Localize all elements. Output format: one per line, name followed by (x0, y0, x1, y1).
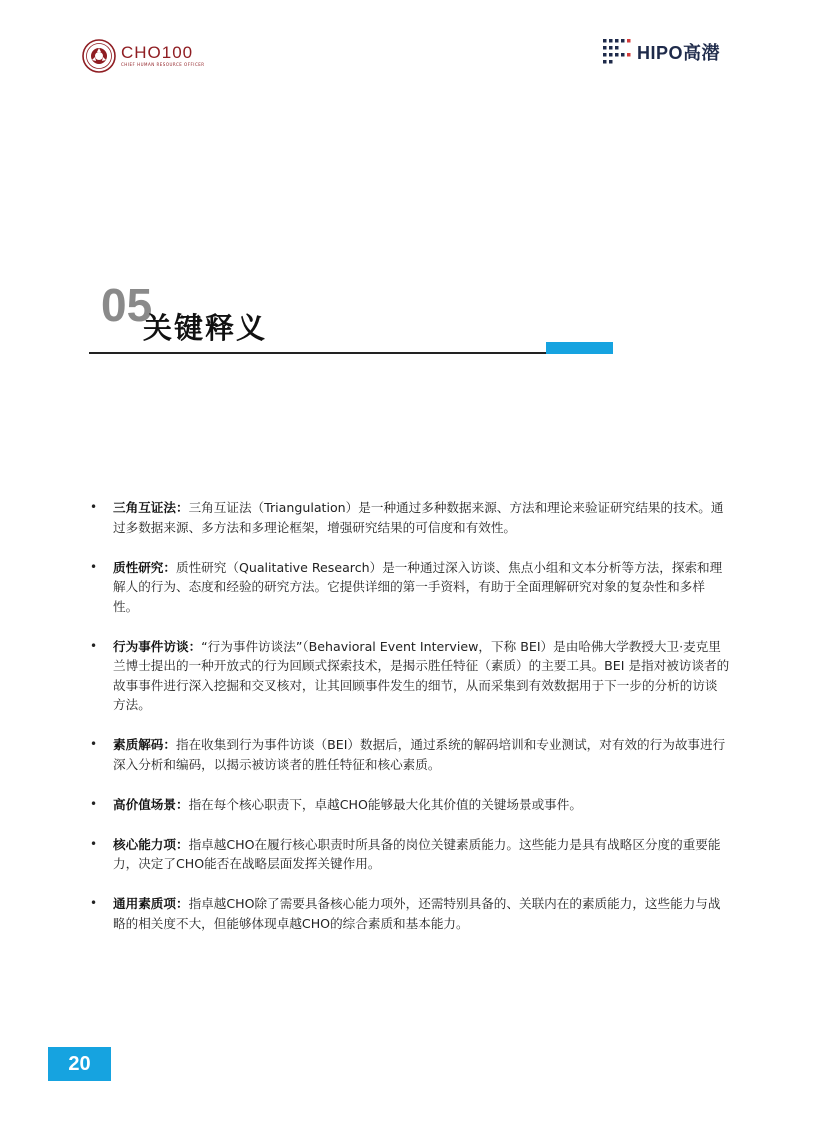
definition-item (90, 498, 730, 537)
definition-text: 指在收集到行为事件访谈（BEI）数据后，通过系统的解码培训和专业测试，对有效的行为故事进行深入分析和编码，以揭示被访谈者的胜任特征和核心素质。 (113, 737, 726, 772)
hipo-logo-name: HIPO高潜 (637, 43, 721, 63)
bullet-icon: • (90, 737, 98, 751)
definition-term: 核心能力项： (113, 836, 189, 852)
section-rule (89, 352, 547, 354)
bullet-icon: • (90, 836, 98, 851)
section-accent-bar (546, 342, 613, 354)
definition-text: “行为事件访谈法”（Behavioral Event Interview，下称 BEI）是由哈佛大学教授大卫·麦克里兰博士提出的一种开放式的行为回顾式探索技术，是揭示胜任特征（素质）的主要工具。BEI 是指对被访谈者的故事事件进行深入挖掘和交叉核对，让其回顾事件发生的细节，从而采集到有效数据用于下一步的分析的访谈方法。 (113, 638, 730, 712)
definition-term: 素质解码： (113, 737, 176, 752)
definition-term: 行为事件访谈： (113, 638, 202, 654)
page-number-badge (48, 1047, 111, 1081)
section-title: 关键释义 (143, 311, 268, 345)
definition-text: 指卓越CHO在履行核心职责时所具备的岗位关键素质能力。这些能力是具有战略区分度的重要能力，决定了CHO能否在战略层面发挥关键作用。 (113, 836, 721, 871)
bullet-icon: • (90, 559, 98, 574)
definition-term: 质性研究： (113, 559, 176, 575)
hipo-logo (603, 39, 720, 65)
definition-item (90, 894, 730, 933)
definition-item (90, 735, 730, 774)
definition-term: 高价值场景： (113, 796, 189, 812)
definition-text: 质性研究（Qualitative Research）是一种通过深入访谈、焦点小组和文本分析等方法，探索和理解人的行为、态度和经验的研究方法。它提供详细的第一手资料，有助于全面理解研究对象的复杂性和多样性。 (113, 559, 723, 614)
cho100-logo-subtitle: CHIEF HUMAN RESOURCE OFFICER (121, 62, 205, 67)
cho100-logo (82, 38, 205, 74)
bullet-icon: • (90, 638, 98, 653)
definition-item (90, 835, 730, 874)
definitions-list (90, 498, 730, 954)
definition-item (90, 637, 730, 715)
page-number: 20 (68, 1052, 91, 1075)
bullet-icon: • (90, 796, 98, 811)
section-number: 05 (101, 279, 153, 331)
bullet-icon: • (90, 500, 98, 514)
hipo-dots-icon (603, 39, 631, 65)
definition-term: 通用素质项： (113, 896, 189, 911)
definition-text: 三角互证法（Triangulation）是一种通过多种数据来源、方法和理论来验证研究结果的技术。通过多数据来源、多方法和多理论框架，增强研究结果的可信度和有效性。 (113, 500, 724, 535)
definition-term: 三角互证法： (113, 500, 189, 515)
bullet-icon: • (90, 896, 98, 910)
definition-item (90, 795, 730, 815)
definition-text: 指卓越CHO除了需要具备核心能力项外，还需特别具备的、关联内在的素质能力，这些能力与战略的相关度不大，但能够体现卓越CHO的综合素质和基本能力。 (113, 896, 721, 931)
cho100-logo-name: CHO100 (121, 43, 194, 62)
definition-text: 指在每个核心职责下，卓越CHO能够最大化其价值的关键场景或事件。 (188, 796, 582, 812)
cho100-seal-icon (82, 39, 116, 73)
definition-item (90, 558, 730, 617)
